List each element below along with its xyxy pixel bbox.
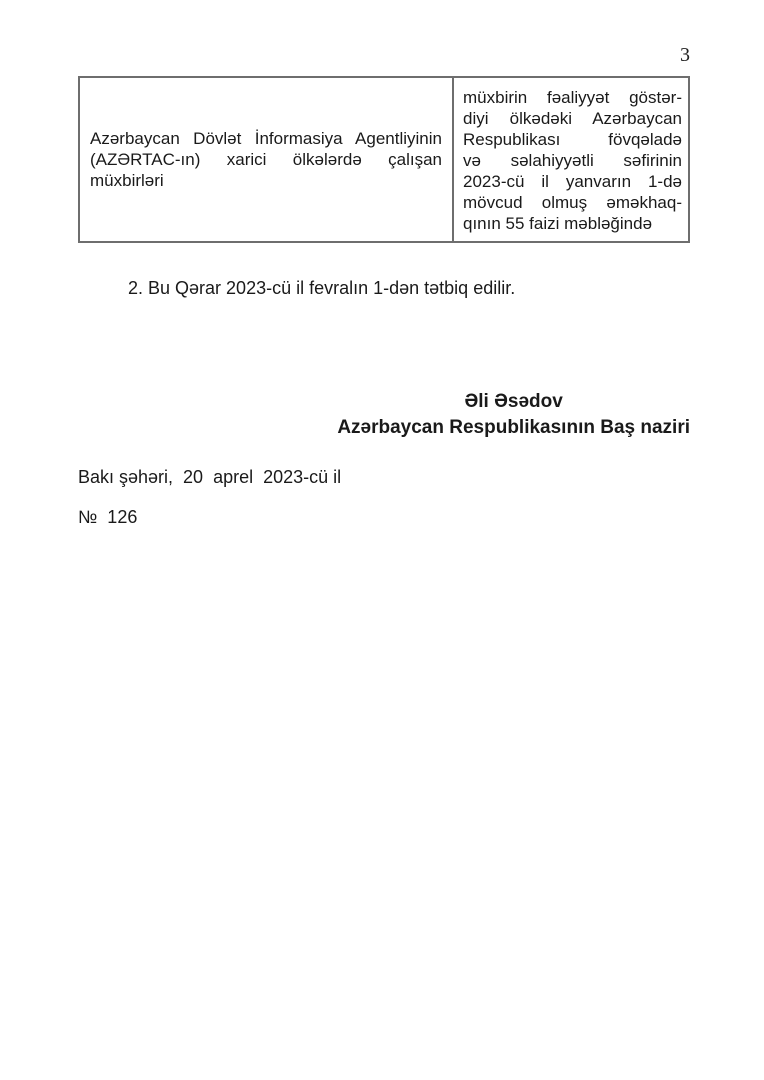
table-cell-line: Azərbaycan Dövlət İnformasiya Agentliyinin — [90, 129, 442, 148]
table-cell-line: və səlahiyyətli səfirinin — [463, 151, 682, 170]
signatory-name: Əli Əsədov — [464, 391, 563, 412]
table-cell-line: müxbirin fəaliyyət göstər- — [463, 88, 682, 107]
table-cell-line: mövcud olmuş əməkhaq- — [463, 193, 682, 212]
table-cell-line: Respublikası fövqəladə — [463, 130, 682, 149]
table-cell-subject — [80, 78, 454, 241]
clause-2-paragraph: 2. Bu Qərar 2023-cü il fevralın 1-dən tətbiq edilir. — [128, 278, 516, 298]
page-number: 3 — [680, 44, 690, 66]
table-cell-line: müxbirləri — [90, 171, 164, 190]
place-and-date-line: Bakı şəhəri, 20 aprel 2023-cü il — [78, 467, 342, 487]
table-cell-provision — [454, 78, 688, 241]
table-cell-line: 2023-cü il yanvarın 1-də — [463, 172, 682, 191]
table-cell-line: diyi ölkədəki Azərbaycan — [463, 109, 682, 128]
decree-number-line: № 126 — [78, 507, 138, 527]
table-cell-line: (AZƏRTAC-ın) xarici ölkələrdə çalışan — [90, 150, 442, 169]
signatory-title: Azərbaycan Respublikasının Baş naziri — [337, 417, 690, 438]
table-cell-line: qının 55 faizi məbləğində — [463, 214, 653, 233]
signature-block — [337, 389, 690, 441]
decree-table — [78, 76, 690, 243]
